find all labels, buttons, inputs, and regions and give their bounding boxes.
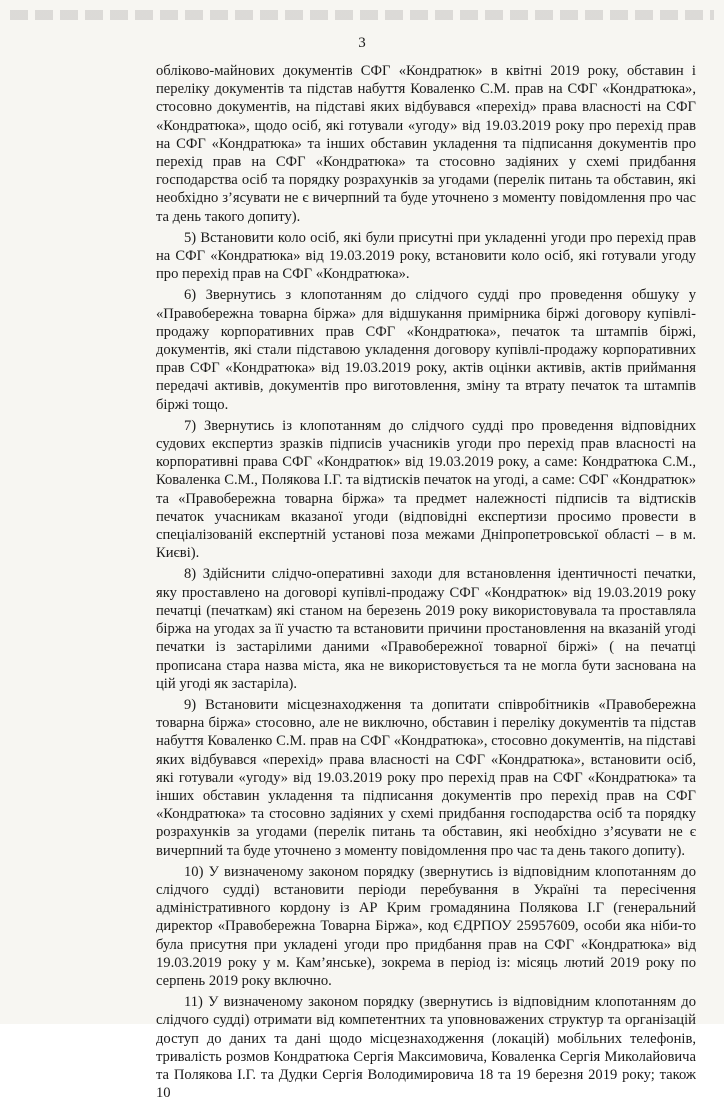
paragraph-item-10: 10) У визначеному законом порядку (звернутись із відповідним клопотанням до слідчого судді) встановити періоди перебування в Україні та пересічення адміністративного кордону із АР Крим громадянина Полякова І.Г (генеральний директор «Правобережна Товарна Біржа», код ЄДРПОУ 25957609, особи яка ніби-то була присутня при укладені угоди про придбання прав на СФГ «Кондратюка» від 19.03.2019 року у м. Кам’янське), зокрема в період із: місяць лютий 2019 року по серпень 2019 року включно. xyxy=(156,863,696,989)
paragraph-continued: обліково-майнових документів СФГ «Кондратюк» в квітні 2019 року, обставин і переліку документів та підстав набуття Коваленко С.М. прав на СФГ «Кондратюка», стосовно документів, на підставі яких відбувався «перехід» права власності на СФГ «Кондратюка», щодо осіб, які готували «угоду» від 19.03.2019 року про перехід прав на СФГ «Кондратюка» та інших обставин укладення та підписання документів про перехід прав на СФГ «Кондратюка» та стосовно задіяних у схемі придбання господарства осіб та порядку розрахунків за угодами (перелік питань та обставин, які необхідно з’ясувати не є вичерпний та буде уточнено з моменту повідомлення про час та день такого допиту). xyxy=(156,63,696,225)
paragraph-item-11: 11) У визначеному законом порядку (звернутись із відповідним клопотанням до слідчого судді) отримати від компетентних та уповноважених структур та організацій доступ до даних та дані щодо місцезнаходження (локацій) мобільних телефонів, тривалість розмов Кондратюка Сергія Максимовича, Коваленка Сергія Миколайовича та Полякова І.Г. та Дудки Сергія Володимировича 18 та 19 березня 2019 року; також 10 xyxy=(156,994,696,1102)
paragraph-item-9: 9) Встановити місцезнаходження та допитати співробітників «Правобережна товарна біржа» стосовно, але не виключно, обставин і переліку документів та підстав набуття Коваленко С.М. прав на СФГ «Кондратюка», стосовно документів, на підставі яких відбувався «перехід» права власності на СФГ «Кондратюка», встановити осіб, які готували «угоду» від 19.03.2019 року про перехід прав на СФГ «Кондратюка» та інших обставин укладення та підписання документів про перехід прав на СФГ «Кондратюка» та стосовно задіяних у схемі придбання господарства осіб та порядку розрахунків за угодами (перелік питань та обставин, які необхідно з’ясувати не є вичерпний та буде уточнено з моменту повідомлення про час та день такого допиту). xyxy=(156,696,696,859)
paragraph-item-7: 7) Звернутись із клопотанням до слідчого судді про проведення відповідних судових експертиз зразків підписів учасників угоди про перехід прав власності на корпоративні права СФГ «Кондратюк» від 19.03.2019 року, а саме: Кондратюка С.М., Коваленка С.М., Полякова І.Г. та відтисків печаток на угоді, а саме: СФГ «Кондратюк» та «Правобережна товарна біржа» та предмет належності підписів та відтисків печаток учасникам вказаної угоди (відповідні експертизи просимо провести в спеціалізованій експертній установі поза межами Дніпропетровської області – в м. Києві). xyxy=(156,417,696,562)
paragraph-item-8: 8) Здійснити слідчо-оперативні заходи для встановлення ідентичності печатки, яку проставлено на договорі купівлі-продажу СФГ «Кондратюк» від 19.03.2019 року печатці (печаткам) які станом на березень 2019 року використовувала та проставляла біржа на угодах за її участю та встановити причини простановлення на вказаній угоді печатки із застарілими даними «Правобережної товарної біржі» ( на печатці прописана стара назва міста, яка не використовується та не могла бути заснована на цій угоді як застаріла). xyxy=(156,566,696,692)
paragraph-item-5: 5) Встановити коло осіб, які були присутні при укладенні угоди про перехід прав на СФГ «Кондратюка» від 19.03.2019 року, встановити коло осіб, які готували угоду про перехід прав на СФГ «Кондратюка». xyxy=(156,229,696,283)
page-number: 3 xyxy=(358,35,366,51)
scan-artifact xyxy=(10,10,714,20)
paragraph-item-6: 6) Звернутись з клопотанням до слідчого судді про проведення обшуку у «Правобережна товарна біржа» для відшукання примірника біржі договору купівлі-продажу корпоративних прав СФГ «Кондратюка», печаток та штампів біржі, документів, які стали підставою укладення договору купівлі-продажу корпоративних прав СФГ «Кондратюка» від 19.03.2019 року, актів оцінки активів, актів приймання передачі активів, документів про виготовлення, зміну та втрату печаток та штампів біржі тощо. xyxy=(156,287,696,413)
document-body xyxy=(156,62,696,1102)
